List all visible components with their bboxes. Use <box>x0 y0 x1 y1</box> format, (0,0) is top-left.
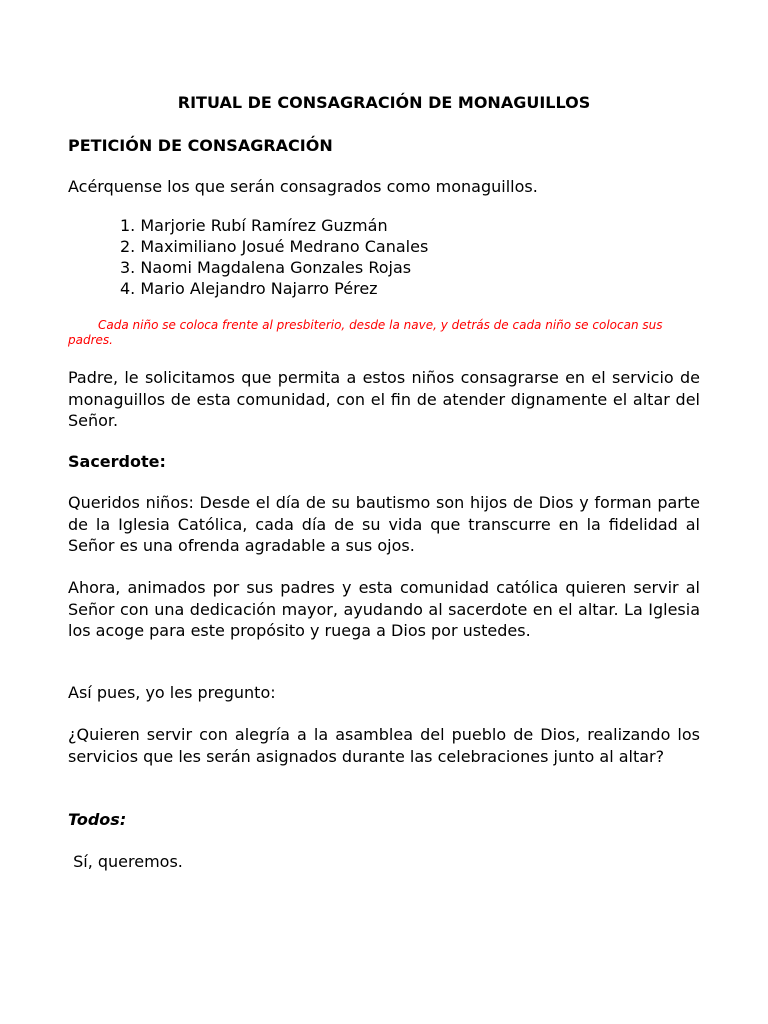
priest-paragraph-3: Así pues, yo les pregunto: <box>68 683 276 702</box>
rubric-note: Cada niño se coloca frente al presbiterio, desde la nave, y detrás de cada niño se colocan sus padres. <box>68 318 663 347</box>
list-item: 3. Naomi Magdalena Gonzales Rojas <box>120 258 412 277</box>
priest-heading: Sacerdote: <box>68 452 166 471</box>
list-item: 4. Mario Alejandro Najarro Pérez <box>120 279 378 298</box>
all-response: Sí, queremos. <box>68 852 183 871</box>
document-title: RITUAL DE CONSAGRACIÓN DE MONAGUILLOS <box>177 93 591 112</box>
section-heading: PETICIÓN DE CONSAGRACIÓN <box>68 136 333 155</box>
all-heading: Todos: <box>68 810 127 829</box>
intro-text: Acérquense los que serán consagrados como monaguillos. <box>68 177 538 196</box>
candidate-list <box>120 215 428 299</box>
priest-paragraph-2: Ahora, animados por sus padres y esta comunidad católica quieren servir al Señor con una dedicación mayor, ayudando al sacerdote en el altar. La Iglesia los acoge para este propósito y ruega a Dios por ustedes. <box>68 578 700 640</box>
priest-paragraph-1: Queridos niños: Desde el día de su bautismo son hijos de Dios y forman parte de la Iglesia Católica, cada día de su vida que transcurre en la fidelidad al Señor es una ofrenda agradable a sus ojos. <box>68 493 700 555</box>
list-item: 2. Maximiliano Josué Medrano Canales <box>120 237 429 256</box>
request-paragraph: Padre, le solicitamos que permita a estos niños consagrarse en el servicio de monaguillos de esta comunidad, con el fin de atender dignamente el altar del Señor. <box>68 368 700 430</box>
list-item: 1. Marjorie Rubí Ramírez Guzmán <box>120 216 388 235</box>
priest-question: ¿Quieren servir con alegría a la asamblea del pueblo de Dios, realizando los servicios que les serán asignados durante las celebraciones junto al altar? <box>68 725 700 766</box>
